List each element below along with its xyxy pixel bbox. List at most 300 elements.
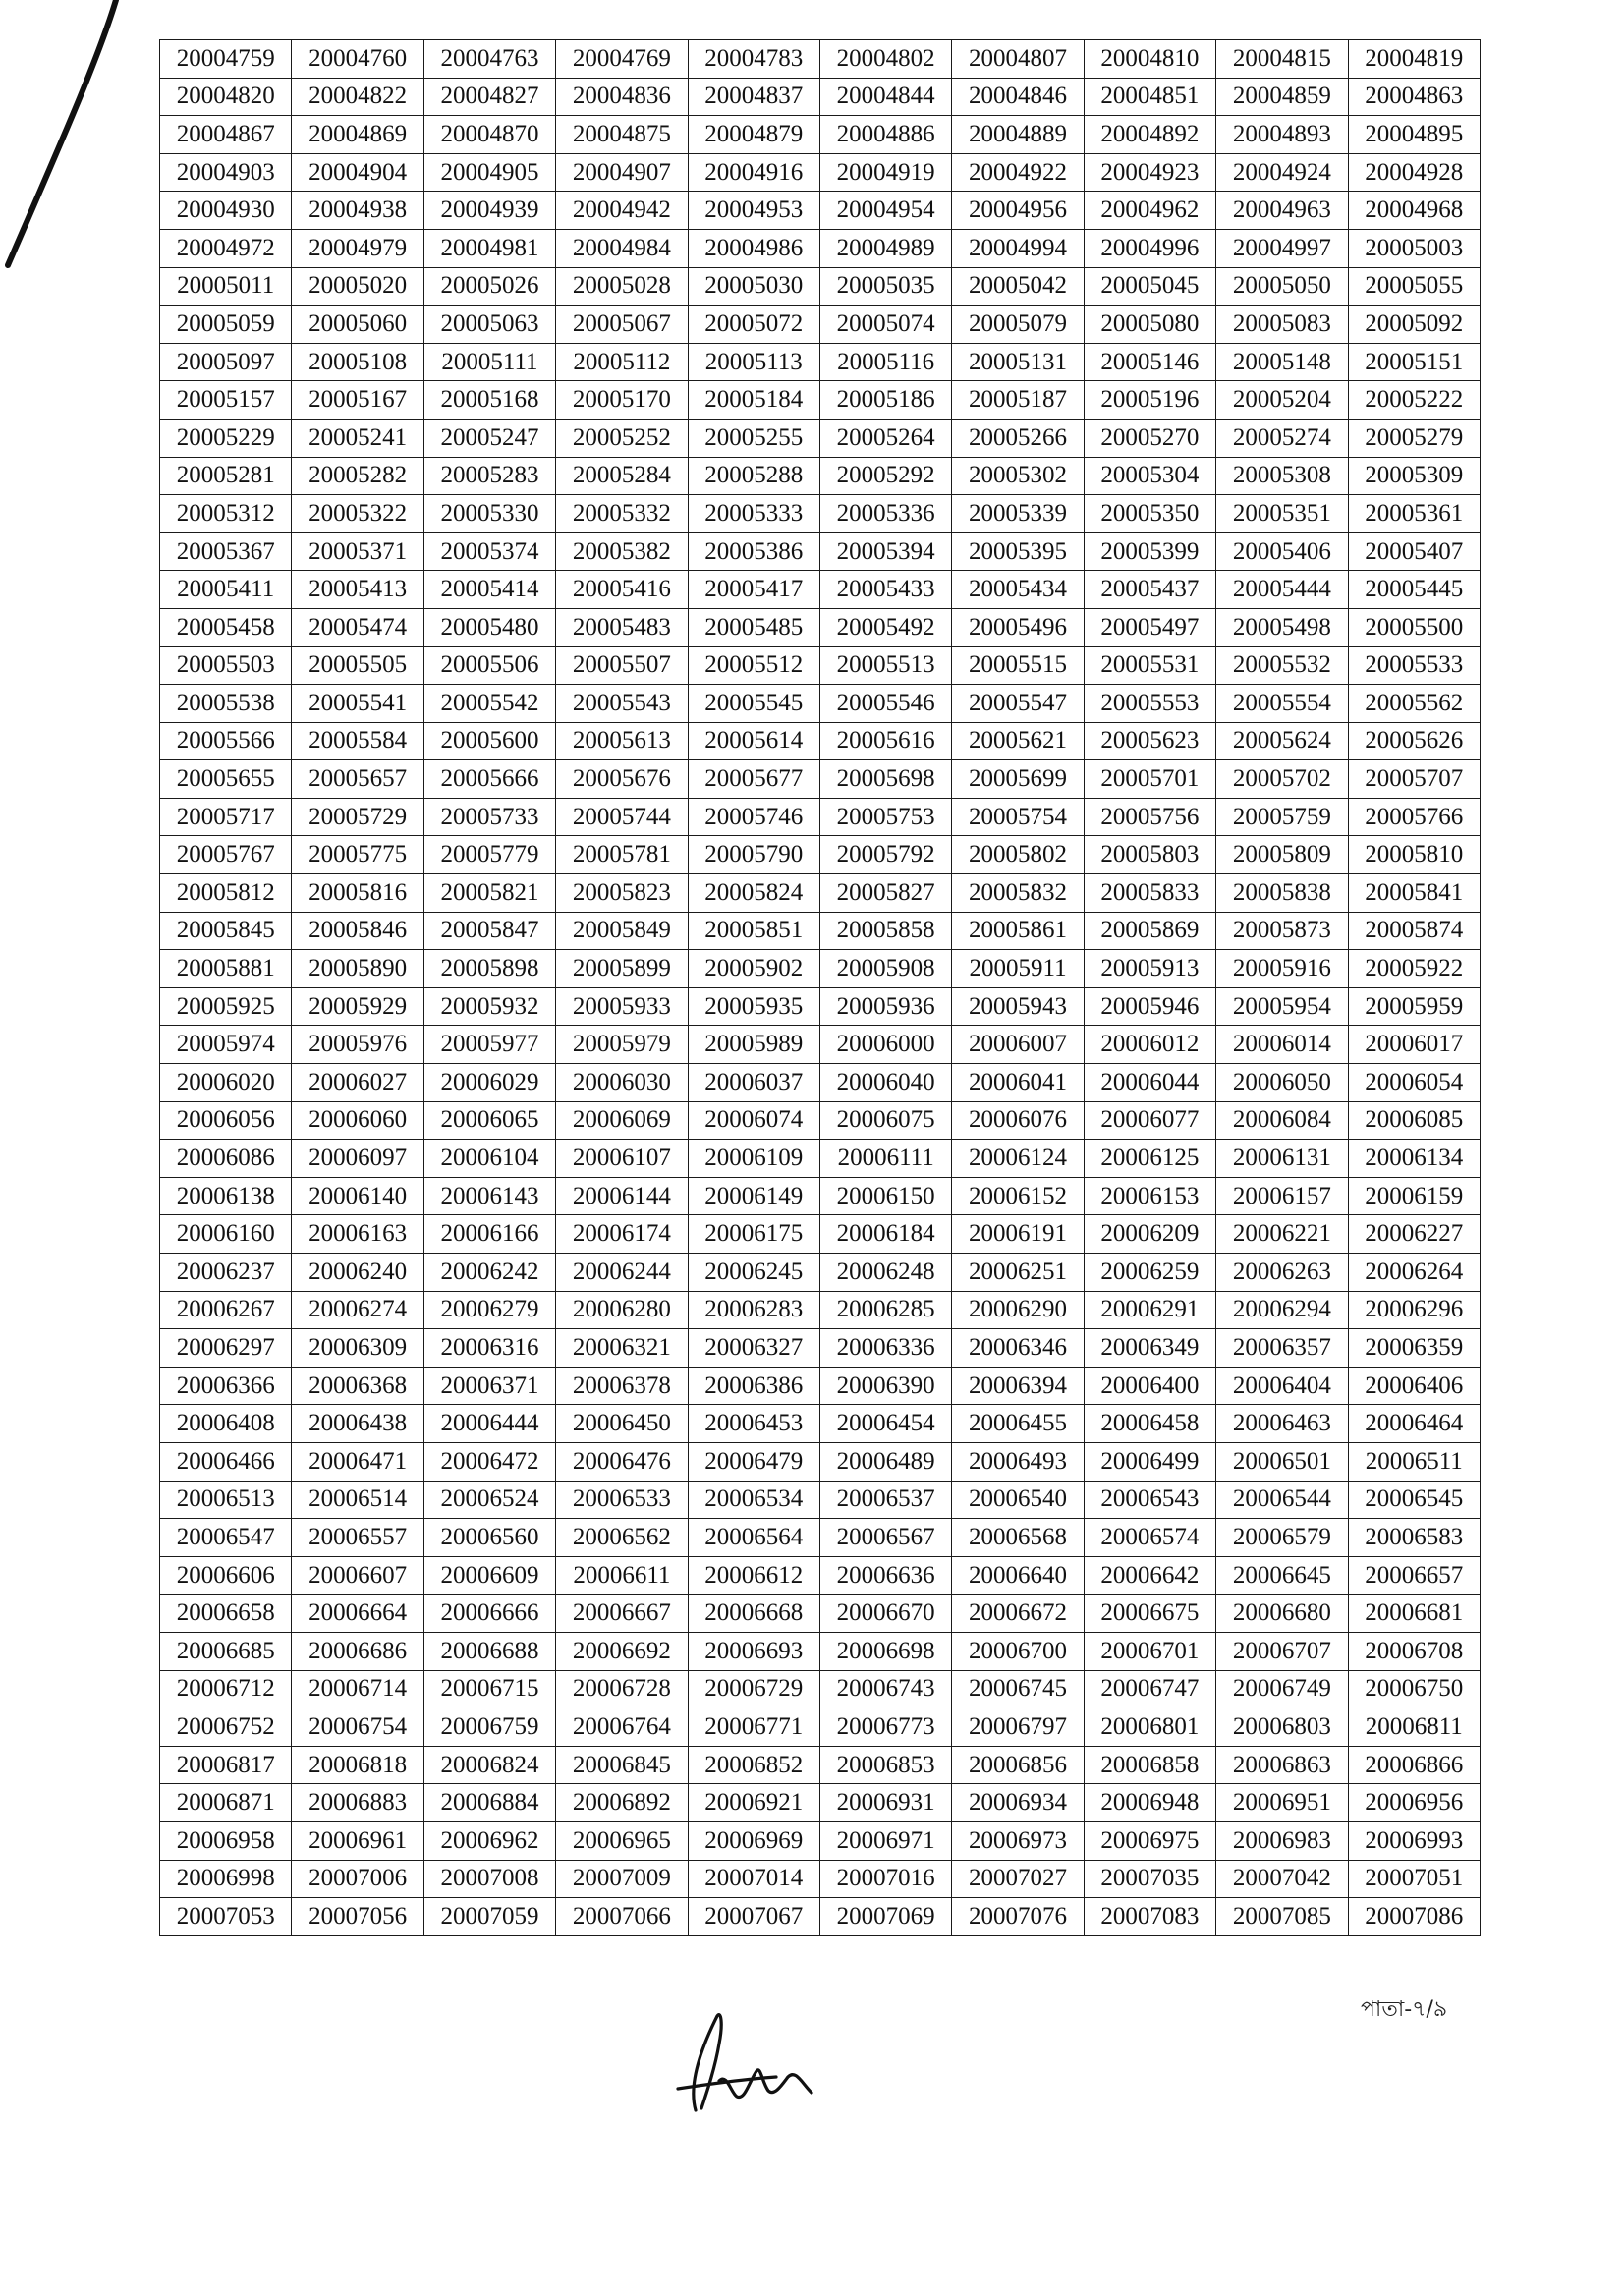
roll-number-cell: 20006657: [1348, 1556, 1480, 1595]
roll-number-cell: 20006544: [1216, 1481, 1348, 1519]
table-row: [160, 571, 1481, 609]
roll-number-cell: 20006858: [1084, 1746, 1215, 1784]
roll-number-cell: 20006077: [1084, 1101, 1215, 1140]
roll-number-cell: 20004759: [160, 40, 292, 79]
roll-number-cell: 20005497: [1084, 608, 1215, 646]
roll-number-cell: 20007056: [292, 1898, 423, 1936]
roll-number-cell: 20004996: [1084, 229, 1215, 267]
table-row: [160, 1215, 1481, 1254]
roll-number-cell: 20005059: [160, 306, 292, 344]
roll-number-cell: 20006390: [819, 1367, 951, 1405]
roll-number-cell: 20005959: [1348, 987, 1480, 1026]
roll-number-cell: 20006759: [423, 1708, 555, 1747]
roll-number-cell: 20006394: [952, 1367, 1084, 1405]
roll-number-cell: 20005309: [1348, 457, 1480, 495]
roll-number-cell: 20005532: [1216, 646, 1348, 685]
table-row: [160, 987, 1481, 1026]
roll-number-cell: 20004981: [423, 229, 555, 267]
roll-number-cell: 20004869: [292, 116, 423, 154]
table-row: [160, 912, 1481, 950]
roll-number-cell: 20006797: [952, 1708, 1084, 1747]
roll-number-cell: 20005902: [688, 950, 819, 988]
roll-number-cell: 20006149: [688, 1177, 819, 1215]
roll-number-cell: 20006803: [1216, 1708, 1348, 1747]
roll-number-cell: 20007053: [160, 1898, 292, 1936]
table-row: [160, 306, 1481, 344]
roll-number-cell: 20005485: [688, 608, 819, 646]
roll-number-cell: 20006404: [1216, 1367, 1348, 1405]
roll-number-cell: 20005492: [819, 608, 951, 646]
roll-number-cell: 20006701: [1084, 1632, 1215, 1670]
roll-number-cell: 20005861: [952, 912, 1084, 950]
roll-number-cell: 20004783: [688, 40, 819, 79]
roll-number-cell: 20006983: [1216, 1821, 1348, 1860]
roll-number-cell: 20006097: [292, 1140, 423, 1178]
table-row: [160, 153, 1481, 192]
page-number: পাতা-৭/৯: [1361, 1997, 1448, 2022]
roll-number-cell: 20006956: [1348, 1784, 1480, 1822]
roll-number-cell: 20006283: [688, 1291, 819, 1329]
roll-number-cell: 20005899: [556, 950, 688, 988]
table-row: [160, 1367, 1481, 1405]
roll-number-cell: 20006675: [1084, 1595, 1215, 1633]
roll-number-cell: 20005284: [556, 457, 688, 495]
roll-number-cell: 20006150: [819, 1177, 951, 1215]
roll-number-cell: 20004904: [292, 153, 423, 192]
roll-number-cell: 20004810: [1084, 40, 1215, 79]
roll-number-cell: 20005869: [1084, 912, 1215, 950]
roll-number-cell: 20006297: [160, 1329, 292, 1368]
roll-number-cell: 20006612: [688, 1556, 819, 1595]
roll-number-cell: 20005434: [952, 571, 1084, 609]
roll-number-cell: 20005028: [556, 267, 688, 306]
roll-number-cell: 20005803: [1084, 836, 1215, 874]
roll-number-cell: 20006712: [160, 1670, 292, 1708]
roll-number-cell: 20006453: [688, 1405, 819, 1443]
roll-number-cell: 20005083: [1216, 306, 1348, 344]
roll-number-cell: 20005832: [952, 874, 1084, 913]
roll-number-cell: 20005433: [819, 571, 951, 609]
roll-number-cell: 20006636: [819, 1556, 951, 1595]
roll-number-cell: 20005339: [952, 495, 1084, 533]
roll-number-cell: 20004815: [1216, 40, 1348, 79]
roll-number-cell: 20006075: [819, 1101, 951, 1140]
roll-number-cell: 20005913: [1084, 950, 1215, 988]
roll-number-cell: 20005413: [292, 571, 423, 609]
roll-number-cell: 20004997: [1216, 229, 1348, 267]
table-row: [160, 760, 1481, 799]
roll-number-cell: 20004837: [688, 78, 819, 116]
roll-number-cell: 20006514: [292, 1481, 423, 1519]
roll-number-cell: 20006221: [1216, 1215, 1348, 1254]
roll-number-cell: 20006291: [1084, 1291, 1215, 1329]
roll-number-cell: 20004984: [556, 229, 688, 267]
roll-number-cell: 20005186: [819, 381, 951, 420]
roll-number-cell: 20006668: [688, 1595, 819, 1633]
roll-number-cell: 20005812: [160, 874, 292, 913]
roll-number-cell: 20006248: [819, 1254, 951, 1292]
roll-number-cell: 20006609: [423, 1556, 555, 1595]
roll-number-cell: 20005351: [1216, 495, 1348, 533]
roll-number-cell: 20006680: [1216, 1595, 1348, 1633]
roll-number-cell: 20007059: [423, 1898, 555, 1936]
roll-number-cell: 20006493: [952, 1442, 1084, 1481]
roll-number-cell: 20005802: [952, 836, 1084, 874]
roll-number-cell: 20006316: [423, 1329, 555, 1368]
roll-number-cell: 20005026: [423, 267, 555, 306]
table-row: [160, 267, 1481, 306]
roll-number-cell: 20007083: [1084, 1898, 1215, 1936]
roll-number-cell: 20006027: [292, 1064, 423, 1102]
roll-number-cell: 20005506: [423, 646, 555, 685]
roll-number-cell: 20006557: [292, 1519, 423, 1557]
roll-number-cell: 20005922: [1348, 950, 1480, 988]
roll-number-cell: 20006107: [556, 1140, 688, 1178]
roll-number-cell: 20005417: [688, 571, 819, 609]
roll-number-cell: 20004905: [423, 153, 555, 192]
roll-number-cell: 20006029: [423, 1064, 555, 1102]
roll-number-cell: 20005274: [1216, 419, 1348, 457]
roll-number-cell: 20005503: [160, 646, 292, 685]
roll-number-table-body: [160, 40, 1481, 1936]
roll-number-cell: 20006666: [423, 1595, 555, 1633]
roll-number-cell: 20006545: [1348, 1481, 1480, 1519]
roll-number-cell: 20005146: [1084, 343, 1215, 381]
table-row: [160, 1784, 1481, 1822]
roll-number-cell: 20005908: [819, 950, 951, 988]
roll-number-cell: 20006856: [952, 1746, 1084, 1784]
roll-number-cell: 20006750: [1348, 1670, 1480, 1708]
roll-number-cell: 20005507: [556, 646, 688, 685]
roll-number-cell: 20006752: [160, 1708, 292, 1747]
table-row: [160, 419, 1481, 457]
roll-number-cell: 20005187: [952, 381, 1084, 420]
roll-number-cell: 20005336: [819, 495, 951, 533]
roll-number-cell: 20005282: [292, 457, 423, 495]
roll-number-cell: 20005050: [1216, 267, 1348, 306]
table-row: [160, 457, 1481, 495]
signature: [658, 2004, 855, 2122]
roll-number-cell: 20005729: [292, 798, 423, 836]
roll-number-cell: 20005279: [1348, 419, 1480, 457]
roll-number-cell: 20005838: [1216, 874, 1348, 913]
roll-number-cell: 20005060: [292, 306, 423, 344]
roll-number-cell: 20005781: [556, 836, 688, 874]
roll-number-cell: 20006866: [1348, 1746, 1480, 1784]
roll-number-cell: 20004979: [292, 229, 423, 267]
roll-number-cell: 20005045: [1084, 267, 1215, 306]
roll-number-cell: 20004922: [952, 153, 1084, 192]
roll-number-cell: 20005281: [160, 457, 292, 495]
roll-number-cell: 20006406: [1348, 1367, 1480, 1405]
roll-number-cell: 20005312: [160, 495, 292, 533]
table-row: [160, 1442, 1481, 1481]
table-row: [160, 722, 1481, 760]
roll-number-cell: 20005505: [292, 646, 423, 685]
roll-number-cell: 20004867: [160, 116, 292, 154]
roll-number-cell: 20005759: [1216, 798, 1348, 836]
roll-number-cell: 20005932: [423, 987, 555, 1026]
roll-number-cell: 20005911: [952, 950, 1084, 988]
roll-number-cell: 20006111: [819, 1140, 951, 1178]
roll-number-cell: 20006349: [1084, 1329, 1215, 1368]
roll-number-cell: 20004827: [423, 78, 555, 116]
roll-number-cell: 20006056: [160, 1101, 292, 1140]
roll-number-cell: 20005407: [1348, 532, 1480, 571]
roll-number-cell: 20006076: [952, 1101, 1084, 1140]
roll-number-cell: 20005322: [292, 495, 423, 533]
roll-number-cell: 20005916: [1216, 950, 1348, 988]
roll-number-cell: 20005350: [1084, 495, 1215, 533]
roll-number-cell: 20006574: [1084, 1519, 1215, 1557]
table-row: [160, 646, 1481, 685]
roll-number-cell: 20004870: [423, 116, 555, 154]
roll-number-cell: 20006450: [556, 1405, 688, 1443]
table-row: [160, 1860, 1481, 1898]
roll-number-cell: 20004822: [292, 78, 423, 116]
roll-number-cell: 20006263: [1216, 1254, 1348, 1292]
roll-number-cell: 20004836: [556, 78, 688, 116]
roll-number-cell: 20006086: [160, 1140, 292, 1178]
roll-number-cell: 20005543: [556, 685, 688, 723]
roll-number-cell: 20004919: [819, 153, 951, 192]
roll-number-cell: 20005255: [688, 419, 819, 457]
roll-number-cell: 20006973: [952, 1821, 1084, 1860]
roll-number-cell: 20005841: [1348, 874, 1480, 913]
roll-number-cell: 20006160: [160, 1215, 292, 1254]
table-row: [160, 685, 1481, 723]
roll-number-cell: 20006971: [819, 1821, 951, 1860]
roll-number-cell: 20006359: [1348, 1329, 1480, 1368]
table-row: [160, 40, 1481, 79]
roll-number-cell: 20005816: [292, 874, 423, 913]
roll-number-cell: 20007042: [1216, 1860, 1348, 1898]
roll-number-cell: 20004892: [1084, 116, 1215, 154]
roll-number-cell: 20005881: [160, 950, 292, 988]
roll-number-cell: 20005399: [1084, 532, 1215, 571]
table-row: [160, 798, 1481, 836]
roll-number-cell: 20006801: [1084, 1708, 1215, 1747]
roll-number-cell: 20006251: [952, 1254, 1084, 1292]
roll-number-cell: 20006264: [1348, 1254, 1480, 1292]
roll-number-cell: 20004886: [819, 116, 951, 154]
roll-number-cell: 20005079: [952, 306, 1084, 344]
roll-number-cell: 20005547: [952, 685, 1084, 723]
roll-number-cell: 20005067: [556, 306, 688, 344]
roll-number-cell: 20006745: [952, 1670, 1084, 1708]
roll-number-cell: 20006537: [819, 1481, 951, 1519]
roll-number-cell: 20006993: [1348, 1821, 1480, 1860]
roll-number-cell: 20005374: [423, 532, 555, 571]
roll-number-cell: 20006174: [556, 1215, 688, 1254]
roll-number-cell: 20006707: [1216, 1632, 1348, 1670]
roll-number-cell: 20005394: [819, 532, 951, 571]
table-row: [160, 1556, 1481, 1595]
roll-number-cell: 20006267: [160, 1291, 292, 1329]
roll-number-cell: 20005148: [1216, 343, 1348, 381]
roll-number-cell: 20006681: [1348, 1595, 1480, 1633]
roll-number-cell: 20006667: [556, 1595, 688, 1633]
roll-number-cell: 20004923: [1084, 153, 1215, 192]
roll-number-cell: 20006645: [1216, 1556, 1348, 1595]
roll-number-cell: 20005292: [819, 457, 951, 495]
roll-number-cell: 20006501: [1216, 1442, 1348, 1481]
roll-number-cell: 20006611: [556, 1556, 688, 1595]
roll-number-cell: 20005382: [556, 532, 688, 571]
roll-number-cell: 20005545: [688, 685, 819, 723]
roll-number-table-container: [159, 39, 1481, 1936]
roll-number-cell: 20006965: [556, 1821, 688, 1860]
roll-number-cell: 20006642: [1084, 1556, 1215, 1595]
roll-number-cell: 20004938: [292, 192, 423, 230]
roll-number-cell: 20006084: [1216, 1101, 1348, 1140]
roll-number-cell: 20005264: [819, 419, 951, 457]
roll-number-cell: 20006688: [423, 1632, 555, 1670]
roll-number-cell: 20005707: [1348, 760, 1480, 799]
roll-number-cell: 20005113: [688, 343, 819, 381]
roll-number-cell: 20006017: [1348, 1026, 1480, 1064]
roll-number-cell: 20005222: [1348, 381, 1480, 420]
roll-number-cell: 20005756: [1084, 798, 1215, 836]
roll-number-cell: 20006579: [1216, 1519, 1348, 1557]
roll-number-cell: 20005288: [688, 457, 819, 495]
roll-number-cell: 20006242: [423, 1254, 555, 1292]
roll-number-cell: 20006534: [688, 1481, 819, 1519]
roll-number-cell: 20006958: [160, 1821, 292, 1860]
roll-number-cell: 20006371: [423, 1367, 555, 1405]
roll-number-cell: 20005157: [160, 381, 292, 420]
roll-number-cell: 20004875: [556, 116, 688, 154]
roll-number-cell: 20005744: [556, 798, 688, 836]
roll-number-cell: 20005074: [819, 306, 951, 344]
roll-number-cell: 20004859: [1216, 78, 1348, 116]
roll-number-cell: 20006771: [688, 1708, 819, 1747]
roll-number-cell: 20004851: [1084, 78, 1215, 116]
roll-number-cell: 20006714: [292, 1670, 423, 1708]
roll-number-cell: 20006845: [556, 1746, 688, 1784]
roll-number-cell: 20006012: [1084, 1026, 1215, 1064]
roll-number-cell: 20007009: [556, 1860, 688, 1898]
roll-number-cell: 20006134: [1348, 1140, 1480, 1178]
roll-number-cell: 20006041: [952, 1064, 1084, 1102]
roll-number-cell: 20004844: [819, 78, 951, 116]
roll-number-cell: 20004916: [688, 153, 819, 192]
roll-number-cell: 20006883: [292, 1784, 423, 1822]
roll-number-cell: 20005699: [952, 760, 1084, 799]
roll-number-cell: 20006476: [556, 1442, 688, 1481]
roll-number-cell: 20007085: [1216, 1898, 1348, 1936]
roll-number-cell: 20006824: [423, 1746, 555, 1784]
roll-number-cell: 20005512: [688, 646, 819, 685]
roll-number-cell: 20006969: [688, 1821, 819, 1860]
roll-number-cell: 20006050: [1216, 1064, 1348, 1102]
roll-number-cell: 20005898: [423, 950, 555, 988]
roll-number-cell: 20006378: [556, 1367, 688, 1405]
roll-number-cell: 20006543: [1084, 1481, 1215, 1519]
roll-number-cell: 20006000: [819, 1026, 951, 1064]
roll-number-cell: 20007014: [688, 1860, 819, 1898]
roll-number-cell: 20005533: [1348, 646, 1480, 685]
roll-number-cell: 20005500: [1348, 608, 1480, 646]
roll-number-cell: 20006892: [556, 1784, 688, 1822]
roll-number-cell: 20006014: [1216, 1026, 1348, 1064]
roll-number-cell: 20006085: [1348, 1101, 1480, 1140]
table-row: [160, 116, 1481, 154]
roll-number-cell: 20005766: [1348, 798, 1480, 836]
roll-number-cell: 20005614: [688, 722, 819, 760]
roll-number-cell: 20005252: [556, 419, 688, 457]
roll-number-cell: 20004907: [556, 153, 688, 192]
roll-number-cell: 20006948: [1084, 1784, 1215, 1822]
roll-number-cell: 20005097: [160, 343, 292, 381]
roll-number-cell: 20005498: [1216, 608, 1348, 646]
roll-number-cell: 20006658: [160, 1595, 292, 1633]
roll-number-cell: 20005847: [423, 912, 555, 950]
roll-number-cell: 20004930: [160, 192, 292, 230]
roll-number-cell: 20006157: [1216, 1177, 1348, 1215]
roll-number-cell: 20006728: [556, 1670, 688, 1708]
roll-number-cell: 20004802: [819, 40, 951, 79]
roll-number-cell: 20004924: [1216, 153, 1348, 192]
roll-number-cell: 20005116: [819, 343, 951, 381]
roll-number-cell: 20005480: [423, 608, 555, 646]
roll-number-cell: 20006044: [1084, 1064, 1215, 1102]
roll-number-cell: 20005779: [423, 836, 555, 874]
roll-number-cell: 20006104: [423, 1140, 555, 1178]
table-row: [160, 1898, 1481, 1936]
roll-number-cell: 20006715: [423, 1670, 555, 1708]
roll-number-cell: 20005666: [423, 760, 555, 799]
roll-number-cell: 20004889: [952, 116, 1084, 154]
table-row: [160, 1670, 1481, 1708]
roll-number-cell: 20005395: [952, 532, 1084, 571]
table-row: [160, 874, 1481, 913]
roll-number-cell: 20005626: [1348, 722, 1480, 760]
roll-number-cell: 20006998: [160, 1860, 292, 1898]
roll-number-cell: 20004956: [952, 192, 1084, 230]
roll-number-cell: 20005055: [1348, 267, 1480, 306]
roll-number-cell: 20006140: [292, 1177, 423, 1215]
roll-number-cell: 20006279: [423, 1291, 555, 1329]
roll-number-cell: 20006037: [688, 1064, 819, 1102]
roll-number-cell: 20005858: [819, 912, 951, 950]
roll-number-cell: 20005406: [1216, 532, 1348, 571]
table-row: [160, 1291, 1481, 1329]
roll-number-cell: 20005241: [292, 419, 423, 457]
roll-number-cell: 20006400: [1084, 1367, 1215, 1405]
roll-number-cell: 20006560: [423, 1519, 555, 1557]
roll-number-cell: 20005474: [292, 608, 423, 646]
roll-number-cell: 20006245: [688, 1254, 819, 1292]
roll-number-cell: 20006852: [688, 1746, 819, 1784]
roll-number-cell: 20005974: [160, 1026, 292, 1064]
roll-number-cell: 20006060: [292, 1101, 423, 1140]
roll-number-cell: 20004962: [1084, 192, 1215, 230]
roll-number-cell: 20005676: [556, 760, 688, 799]
roll-number-cell: 20006455: [952, 1405, 1084, 1443]
roll-number-cell: 20005890: [292, 950, 423, 988]
roll-number-cell: 20006817: [160, 1746, 292, 1784]
roll-number-cell: 20005546: [819, 685, 951, 723]
roll-number-cell: 20006664: [292, 1595, 423, 1633]
roll-number-cell: 20006309: [292, 1329, 423, 1368]
roll-number-cell: 20005151: [1348, 343, 1480, 381]
roll-number-cell: 20005702: [1216, 760, 1348, 799]
roll-number-cell: 20004820: [160, 78, 292, 116]
roll-number-cell: 20007051: [1348, 1860, 1480, 1898]
roll-number-cell: 20005701: [1084, 760, 1215, 799]
roll-number-cell: 20004903: [160, 153, 292, 192]
